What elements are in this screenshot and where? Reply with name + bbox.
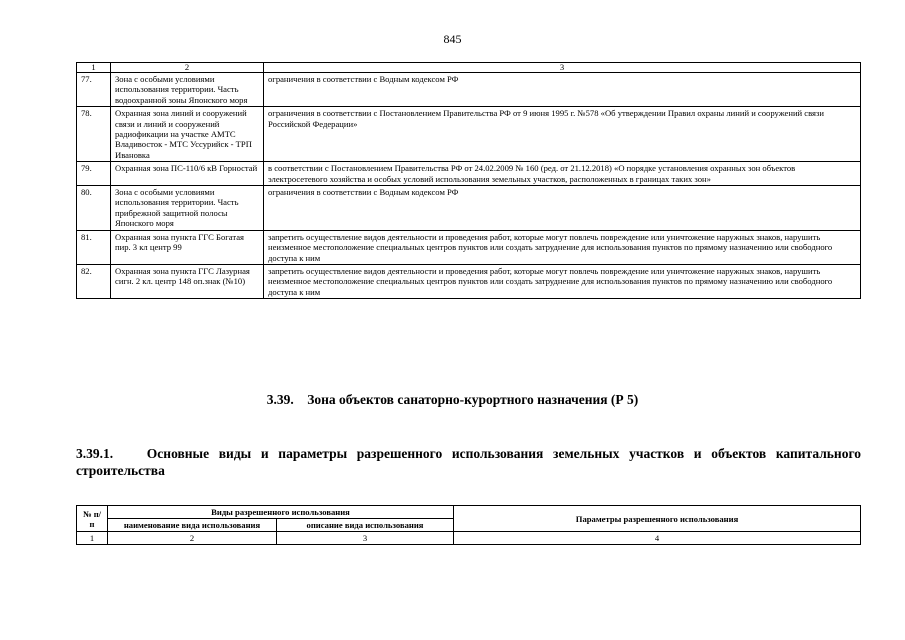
column-header-params: Параметры разрешенного использования — [454, 506, 861, 532]
index-cell: 3 — [277, 532, 454, 545]
section-title-text: Зона объектов санаторно-курортного назначения (Р 5) — [307, 392, 639, 407]
section-title — [0, 392, 905, 408]
zone-name: Зона с особыми условиями использования территории. Часть прибрежной защитной полосы Японского моря — [111, 186, 264, 231]
column-header-types-group: Виды разрешенного использования — [108, 506, 454, 519]
restriction-description: в соответствии с Постановлением Правительства РФ от 24.02.2009 № 160 (ред. от 21.12.2018) «О порядке установления охранных зон объектов электросетевого хозяйства и особых условий использования земельных участков, расположенных в границах таких зон» — [264, 162, 861, 186]
subsection-number: 3.39.1. — [76, 446, 114, 461]
subsection-title — [76, 445, 861, 479]
zone-name: Зона с особыми условиями использования территории. Часть водоохранной зоны Японского моря — [111, 73, 264, 107]
subsection-title-text: Основные виды и параметры разрешенного использования земельных участков и объектов капитального строительства — [76, 446, 862, 478]
restriction-description: запретить осуществление видов деятельности и проведения работ, которые могут повлечь повреждение или уничтожение наружных знаков, нарушить неизменное местоположение специальных центров пунктов или создать затруднение для использования пунктов по прямому назначению или свободного доступа к ним — [264, 264, 861, 298]
column-header-desc: описание вида использования — [277, 519, 454, 532]
zone-name: Охранная зона пункта ГГС Богатая пир. 3 кл центр 99 — [111, 230, 264, 264]
table-row — [77, 230, 861, 264]
table-row — [77, 107, 861, 162]
row-number: 80. — [77, 186, 111, 231]
row-number: 78. — [77, 107, 111, 162]
table-row — [77, 186, 861, 231]
restriction-description: ограничения в соответствии с Постановлением Правительства РФ от 9 июня 1995 г. №578 «Об утверждении Правил охраны линий и сооружений связи Российской Федерации» — [264, 107, 861, 162]
table-index-row — [77, 532, 861, 545]
column-header-name: наименование вида использования — [108, 519, 277, 532]
column-header: 3 — [264, 63, 861, 73]
index-cell: 2 — [108, 532, 277, 545]
land-use-table — [76, 505, 861, 545]
restriction-description: ограничения в соответствии с Водным кодексом РФ — [264, 186, 861, 231]
index-cell: 4 — [454, 532, 861, 545]
section-number: 3.39. — [266, 392, 294, 407]
row-number: 79. — [77, 162, 111, 186]
restrictions-table — [76, 62, 861, 299]
row-number: 81. — [77, 230, 111, 264]
page-number: 845 — [443, 32, 462, 46]
column-header: 1 — [77, 63, 111, 73]
table-row — [77, 73, 861, 107]
restriction-description: ограничения в соответствии с Водным кодексом РФ — [264, 73, 861, 107]
zone-name: Охранная зона линий и сооружений связи и линий и сооружений радиофикации на участке АМТС Владивосток - МТС Уссурийск - ТРП Ивановка — [111, 107, 264, 162]
table-row — [77, 264, 861, 298]
table-row — [77, 162, 861, 186]
restriction-description: запретить осуществление видов деятельности и проведения работ, которые могут повлечь повреждение или уничтожение наружных знаков, нарушить неизменное местоположение специальных центров пунктов или создать затруднение для использования пунктов по прямому назначению или свободного доступа к ним — [264, 230, 861, 264]
index-cell: 1 — [77, 532, 108, 545]
table-header-row — [77, 506, 861, 519]
row-number: 82. — [77, 264, 111, 298]
zone-name: Охранная зона пункта ГГС Лазурная сигн. 2 кл. центр 148 оп.знак (№10) — [111, 264, 264, 298]
column-header: 2 — [111, 63, 264, 73]
row-number: 77. — [77, 73, 111, 107]
column-header-num: № п/п — [77, 506, 108, 532]
zone-name: Охранная зона ПС-110/6 кВ Горностай — [111, 162, 264, 186]
table-header-row — [77, 63, 861, 73]
